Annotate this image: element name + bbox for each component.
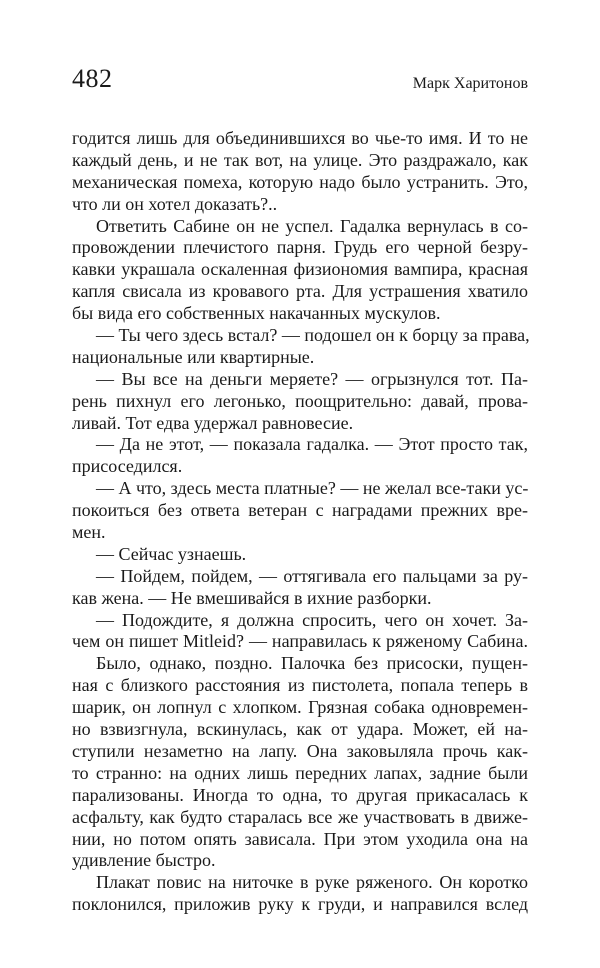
text-line: — А что, здесь места платные? — не желал все-таки ус- [96,478,529,499]
text-line: поклонился, приложив руку к груди, и направился вслед [72,894,528,915]
text-line: кав жена. — Не вмешивайся в ихние разборки. [72,587,432,608]
text-line: мен. [72,522,106,543]
text-line: присоседился. [72,456,183,477]
text-line: — Вы все на деньги меряете? — огрызнулся тот. Па- [96,368,528,389]
text-line: бы вида его собственных накачанных мускулов. [72,303,441,324]
text-line: парализованы. Иногда то одна, то другая прикасалась к [72,784,528,805]
page-number: 482 [72,64,113,93]
text-line: шарик, он лопнул с хлопком. Грязная собака одновремен- [72,697,528,718]
text-line: — Ты чего здесь встал? — подошел он к борцу за права, [96,325,530,346]
text-line: Плакат повис на ниточке в руке ряженого. Он коротко [96,872,528,893]
text-line: провождении плечистого парня. Грудь его черной безру- [72,237,528,258]
running-head: Марк Харитонов [412,75,528,92]
text-line: Было, однако, поздно. Палочка без присоски, пущен- [96,653,528,674]
text-line: удивление быстро. [72,850,216,871]
text-line: механическая помеха, которую надо было устранить. Это, [72,171,528,192]
text-line: асфальту, как будто старалась все же участвовать в движе- [72,806,528,827]
text-line: ливай. Тот едва удержал равновесие. [72,412,354,433]
text-line: — Подождите, я должна спросить, чего он хочет. За- [96,609,528,630]
text-line: годится лишь для объединившихся во чье-то имя. И то не [72,128,528,148]
text-line: покоиться без ответа ветеран с наградами прежних вре- [72,500,528,521]
text-line: чем он пишет Mitleid? — направилась к ряженому Сабина. [72,631,528,652]
text-line: — Да не этот, — показала гадалка. — Этот просто так, [96,434,528,455]
text-line: каждый день, и не так вот, на улице. Это раздражало, как [72,149,528,170]
text-line: — Сейчас узнаешь. [96,543,247,564]
text-line: но взвизгнула, вскинулась, как от удара. Может, ей на- [72,719,528,740]
text-line: капля свисала из кровавого рта. Для устрашения хватило [72,281,528,302]
text-line: что ли он хотел доказать?.. [72,193,278,214]
text-line: национальные или квартирные. [72,346,315,367]
text-line: ступили незаметно на лапу. Она заковыляла прочь как- [72,740,528,761]
text-line: кавки украшала оскаленная физиономия вампира, красная [72,259,528,280]
text-line: ная с близкого расстояния из пистолета, попала теперь в [72,675,528,696]
text-line: рень пихнул его легонько, поощрительно: давай, прова- [72,390,528,411]
text-line: нии, но потом опять зависала. При этом уходила она на [72,828,528,849]
body-text [72,128,528,916]
text-line: — Пойдем, пойдем, — оттягивала его пальцами за ру- [96,565,528,586]
text-line: Ответить Сабине он не успел. Гадалка вернулась в со- [96,215,528,236]
text-line: то странно: на одних лишь передних лапах, задние были [72,762,528,783]
